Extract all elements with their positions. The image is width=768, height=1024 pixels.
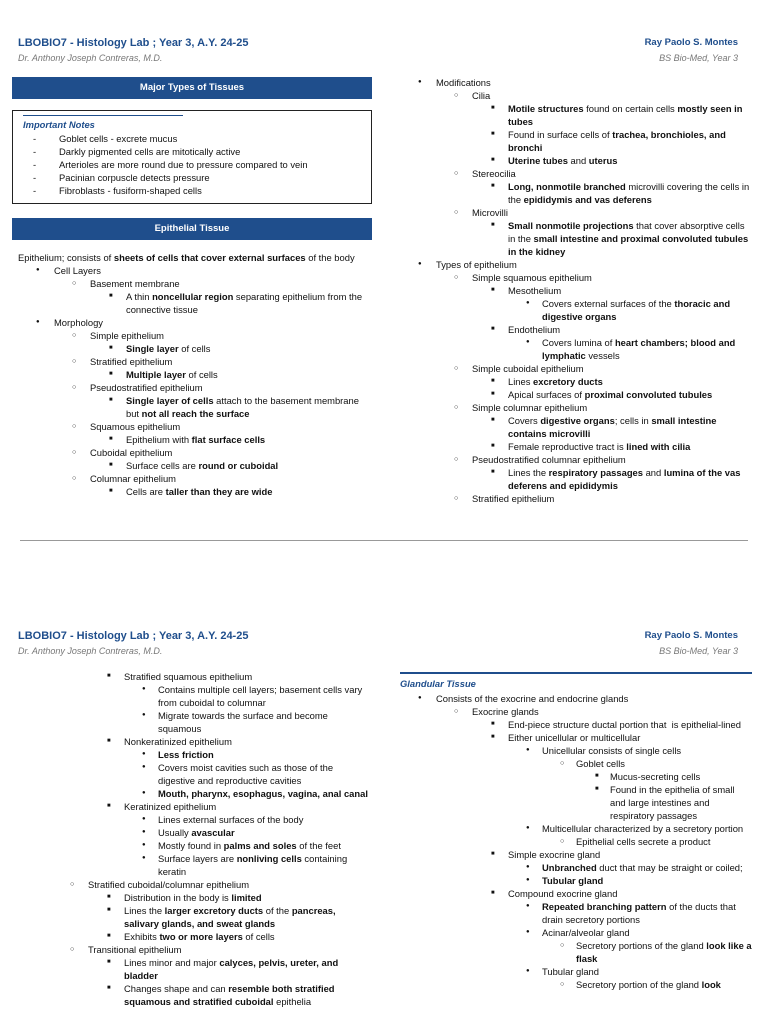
list-item: ● Contains multiple cell layers; basement cells vary from cuboidal to columnar bbox=[124, 683, 370, 709]
sub-list bbox=[88, 956, 370, 1008]
list-item: ○ Epithelial cells secrete a product bbox=[542, 835, 752, 848]
list-item: ■ End-piece structure ductal portion that is epithelial-lined bbox=[472, 718, 752, 731]
list-item: ● Migrate towards the surface and become squamous bbox=[124, 709, 370, 735]
sub-list bbox=[508, 336, 752, 362]
list-item: ● Covers external surfaces of the thoracic and digestive organs bbox=[508, 297, 752, 323]
sub-list bbox=[124, 683, 370, 735]
sub-list bbox=[542, 978, 752, 991]
sub-list bbox=[508, 900, 752, 991]
sub-list bbox=[54, 277, 372, 316]
notes-title: Important Notes bbox=[23, 115, 183, 131]
sub-list bbox=[508, 297, 752, 323]
list-item: ● Less friction bbox=[124, 748, 370, 761]
sub-list bbox=[508, 861, 752, 887]
list-item: ○ Stratified epithelium bbox=[436, 492, 752, 505]
sub-list bbox=[436, 705, 752, 991]
sub-list bbox=[472, 375, 752, 401]
list-item: ■ Single layer of cells attach to the basement membrane but not all reach the surface bbox=[90, 394, 372, 420]
list-item: ● Repeated branching pattern of the ducts that drain secretory portions bbox=[508, 900, 752, 926]
banner-major-tissues: Major Types of Tissues bbox=[12, 77, 372, 99]
note-item: - Fibroblasts - fusiform-shaped cells bbox=[23, 184, 361, 197]
list-item: ■ Apical surfaces of proximal convoluted tubules bbox=[472, 388, 752, 401]
list-item: ○ Pseudostratified columnar epithelium ■ Lines the respiratory passages and lumina of the vas deferens and epididymis bbox=[436, 453, 752, 492]
header-left bbox=[18, 629, 248, 657]
page2-right-column bbox=[400, 672, 752, 991]
list-item: ○ Microvilli ■ Small nonmotile projections that cover absorptive cells in the small intestine and proximal convoluted tubules in the kidney bbox=[436, 206, 752, 258]
list-item: ○ Columnar epithelium ■ Cells are taller than they are wide bbox=[54, 472, 372, 498]
list-item: ● Mouth, pharynx, esophagus, vagina, anal canal bbox=[124, 787, 370, 800]
sub-list bbox=[54, 329, 372, 498]
notes-list bbox=[23, 132, 361, 197]
sub-list bbox=[472, 414, 752, 453]
note-item: - Goblet cells - excrete mucus bbox=[23, 132, 361, 145]
header-right bbox=[645, 629, 738, 657]
list-item: ○ Simple columnar epithelium ■ Covers digestive organs; cells in small intestine contains microvilli ■ Female reproductive tract is lined with cilia bbox=[436, 401, 752, 453]
sub-list bbox=[508, 744, 752, 848]
stratified-list bbox=[88, 670, 370, 878]
epithelium-intro: Epithelium; consists of sheets of cells that cover external surfaces of the body bbox=[18, 252, 355, 263]
epithelium-types-list bbox=[52, 878, 370, 1008]
doc-title: LBOBIO7 - Histology Lab ; Year 3, A.Y. 24-25 bbox=[18, 37, 249, 49]
author-name: Ray Paolo S. Montes bbox=[644, 37, 738, 48]
sub-list bbox=[472, 219, 752, 258]
list-item: ■ Uterine tubes and uterus bbox=[472, 154, 752, 167]
list-item: ■ Endothelium ● Covers lumina of heart chambers; blood and lymphatic vessels bbox=[472, 323, 752, 362]
list-item: ● Usually avascular bbox=[124, 826, 370, 839]
epithelium-list bbox=[18, 264, 372, 498]
sub-list bbox=[90, 342, 372, 355]
list-item: ■ Cells are taller than they are wide bbox=[90, 485, 372, 498]
list-item: ● Types of epithelium ○ Simple squamous epithelium ■ Mesothelium ● Covers external surfaces of the thoracic and digestive organs ■ Endothelium ● Covers lumina of heart chambers; blood and lymphatic vessels ○ Simple cuboidal epithelium ■ Lines excretory ducts ■ Apical surfaces of proximal convoluted tubules ○ Simple columnar epithelium ■ Covers digestive organs; cells in small intestine contains microvilli ■ Female reproductive tract is lined with cilia ○ Pseudostratified columnar epithelium ■ Lines the respiratory passages and lumina of the vas deferens and epididymis ○ Stratified epithelium bbox=[400, 258, 752, 505]
list-item: ● Cell Layers ○ Basement membrane ■ A thin noncellular region separating epithelium from the connective tissue bbox=[18, 264, 372, 316]
list-item: ○ Simple squamous epithelium ■ Mesothelium ● Covers external surfaces of the thoracic and digestive organs ■ Endothelium ● Covers lumina of heart chambers; blood and lymphatic vessels bbox=[436, 271, 752, 362]
important-notes-box bbox=[12, 110, 372, 204]
list-item: ■ Nonkeratinized epithelium ● Less friction ● Covers moist cavities such as those of the digestive and reproductive cavities ● Mouth, pharynx, esophagus, vagina, anal canal bbox=[88, 735, 370, 800]
list-item: ■ Changes shape and can resemble both stratified squamous and stratified cuboidal epithelia bbox=[88, 982, 370, 1008]
list-item: ○ Transitional epithelium ■ Lines minor and major calyces, pelvis, ureter, and bladder ■ Changes shape and can resemble both stratified squamous and stratified cuboidal epithelia bbox=[52, 943, 370, 1008]
list-item: ○ Stratified epithelium ■ Multiple layer of cells bbox=[54, 355, 372, 381]
list-item: ○ Stratified cuboidal/columnar epithelium ■ Distribution in the body is limited ■ Lines the larger excretory ducts of the pancreas, salivary glands, and sweat glands ■ Exhibits two or more layers of cells bbox=[52, 878, 370, 943]
list-item: ■ Found in the epithelia of small and large intestines and respiratory passages bbox=[576, 783, 752, 822]
sub-list bbox=[90, 290, 372, 316]
sub-list bbox=[472, 466, 752, 492]
list-item: ● Lines external surfaces of the body bbox=[124, 813, 370, 826]
list-item: ● Covers moist cavities such as those of the digestive and reproductive cavities bbox=[124, 761, 370, 787]
sub-list bbox=[542, 757, 752, 822]
list-item: ■ Lines minor and major calyces, pelvis, ureter, and bladder bbox=[88, 956, 370, 982]
list-item: ■ Simple exocrine gland ● Unbranched duct that may be straight or coiled; ● Tubular gland bbox=[472, 848, 752, 887]
page-divider bbox=[20, 540, 748, 541]
header-left bbox=[18, 36, 248, 64]
sub-list bbox=[124, 813, 370, 878]
list-item: ■ Motile structures found on certain cells mostly seen in tubes bbox=[472, 102, 752, 128]
sub-list bbox=[436, 271, 752, 505]
list-item: ■ Found in surface cells of trachea, bronchioles, and bronchi bbox=[472, 128, 752, 154]
list-item: ■ Compound exocrine gland ● Repeated branching pattern of the ducts that drain secretory portions ● Acinar/alveolar gland ○ Secretory portions of the gland look like a flask ● Tubular gland ○ Secretory portion of the gland look bbox=[472, 887, 752, 991]
list-item: ● Modifications ○ Cilia ■ Motile structures found on certain cells mostly seen in tubes ■ Found in surface cells of trachea, bronchioles, and bronchi ■ Uterine tubes and uterus ○ Stereocilia ■ Long, nonmotile branched microvilli covering the cells in the epididymis and vas deferens ○ Microvilli ■ Small nonmotile projections that cover absorptive cells in the small intestine and proximal convoluted tubules in the kidney bbox=[400, 76, 752, 258]
sub-list bbox=[472, 180, 752, 206]
list-item: ■ Covers digestive organs; cells in small intestine contains microvilli bbox=[472, 414, 752, 440]
list-item: ○ Secretory portions of the gland look like a flask bbox=[542, 939, 752, 965]
list-item: ■ Small nonmotile projections that cover absorptive cells in the small intestine and proximal convoluted tubules in the kidney bbox=[472, 219, 752, 258]
sub-list bbox=[472, 102, 752, 167]
sub-list bbox=[90, 485, 372, 498]
list-item: ○ Exocrine glands ■ End-piece structure ductal portion that is epithelial-lined ■ Either unicellular or multicellular ● Unicellular consists of single cells ○ Goblet cells ■ Mucus-secreting cells ■ Found in the epithelia of small and large intestines and respiratory passages ● Multicellular characterized by a secretory portion ○ Epithelial cells secrete a product ■ Simple exocrine gland ● Unbranched duct that may be straight or coiled; ● Tubular gland ■ Compound exocrine gland ● Repeated branching pattern of the ducts that drain secretory portions ● Acinar/alveolar gland ○ Secretory portions of the gland look like a flask ● Tubular gland ○ Secretory portion of the gland look bbox=[436, 705, 752, 991]
list-item: ● Multicellular characterized by a secretory portion ○ Epithelial cells secrete a product bbox=[508, 822, 752, 848]
page2-left-column bbox=[70, 670, 370, 1008]
list-item: ■ Mucus-secreting cells bbox=[576, 770, 752, 783]
list-item: ○ Simple epithelium ■ Single layer of cells bbox=[54, 329, 372, 355]
sub-list bbox=[436, 89, 752, 258]
list-item: ○ Goblet cells ■ Mucus-secreting cells ■ Found in the epithelia of small and large intestines and respiratory passages bbox=[542, 757, 752, 822]
list-item: ■ Long, nonmotile branched microvilli covering the cells in the epididymis and vas deferens bbox=[472, 180, 752, 206]
list-item: ○ Basement membrane ■ A thin noncellular region separating epithelium from the connective tissue bbox=[54, 277, 372, 316]
list-item: ■ Female reproductive tract is lined with cilia bbox=[472, 440, 752, 453]
list-item: ● Consists of the exocrine and endocrine glands ○ Exocrine glands ■ End-piece structure ductal portion that is epithelial-lined ■ Either unicellular or multicellular ● Unicellular consists of single cells ○ Goblet cells ■ Mucus-secreting cells ■ Found in the epithelia of small and large intestines and respiratory passages ● Multicellular characterized by a secretory portion ○ Epithelial cells secrete a product ■ Simple exocrine gland ● Unbranched duct that may be straight or coiled; ● Tubular gland ■ Compound exocrine gland ● Repeated branching pattern of the ducts that drain secretory portions ● Acinar/alveolar gland ○ Secretory portions of the gland look like a flask ● Tubular gland ○ Secretory portion of the gland look bbox=[400, 692, 752, 991]
modifications-list bbox=[400, 76, 752, 505]
sub-list bbox=[90, 394, 372, 420]
list-item: ● Mostly found in palms and soles of the feet bbox=[124, 839, 370, 852]
list-item: ■ Lines the respiratory passages and lumina of the vas deferens and epididymis bbox=[472, 466, 752, 492]
list-item: ● Surface layers are nonliving cells containing keratin bbox=[124, 852, 370, 878]
list-item: ● Covers lumina of heart chambers; blood and lymphatic vessels bbox=[508, 336, 752, 362]
list-item: ■ Surface cells are round or cuboidal bbox=[90, 459, 372, 472]
sub-list bbox=[576, 770, 752, 822]
sub-list bbox=[88, 891, 370, 943]
list-item: ○ Simple cuboidal epithelium ■ Lines excretory ducts ■ Apical surfaces of proximal convoluted tubules bbox=[436, 362, 752, 401]
list-item: ■ Keratinized epithelium ● Lines external surfaces of the body ● Usually avascular ● Mostly found in palms and soles of the feet ● Surface layers are nonliving cells containing keratin bbox=[88, 800, 370, 878]
list-item: ● Tubular gland bbox=[508, 874, 752, 887]
sub-list bbox=[124, 748, 370, 800]
list-item: ● Acinar/alveolar gland ○ Secretory portions of the gland look like a flask bbox=[508, 926, 752, 965]
epithelium-section bbox=[12, 251, 372, 498]
list-item: ○ Secretory portion of the gland look bbox=[542, 978, 752, 991]
sub-list bbox=[472, 718, 752, 991]
list-item: ○ Squamous epithelium ■ Epithelium with flat surface cells bbox=[54, 420, 372, 446]
list-item: ○ Pseudostratified epithelium ■ Single layer of cells attach to the basement membrane but not all reach the surface bbox=[54, 381, 372, 420]
list-item: ■ Distribution in the body is limited bbox=[88, 891, 370, 904]
sub-list bbox=[90, 433, 372, 446]
sub-list bbox=[542, 835, 752, 848]
list-item: ○ Stereocilia ■ Long, nonmotile branched microvilli covering the cells in the epididymis and vas deferens bbox=[436, 167, 752, 206]
list-item: ■ A thin noncellular region separating epithelium from the connective tissue bbox=[90, 290, 372, 316]
course-name: BS Bio-Med, Year 3 bbox=[659, 646, 738, 656]
sub-list bbox=[472, 284, 752, 362]
list-item: ● Morphology ○ Simple epithelium ■ Single layer of cells ○ Stratified epithelium ■ Multiple layer of cells ○ Pseudostratified epithelium ■ Single layer of cells attach to the basement membrane but not all reach the surface ○ Squamous epithelium ■ Epithelium with flat surface cells ○ Cuboidal epithelium ■ Surface cells are round or cuboidal ○ Columnar epithelium ■ Cells are taller than they are wide bbox=[18, 316, 372, 498]
list-item: ● Unicellular consists of single cells ○ Goblet cells ■ Mucus-secreting cells ■ Found in the epithelia of small and large intestines and respiratory passages bbox=[508, 744, 752, 822]
list-item: ● Unbranched duct that may be straight or coiled; bbox=[508, 861, 752, 874]
page1-left-column bbox=[12, 77, 372, 498]
glandular-list bbox=[400, 692, 752, 991]
list-item: ■ Lines excretory ducts bbox=[472, 375, 752, 388]
author-name: Ray Paolo S. Montes bbox=[644, 630, 738, 641]
list-item: ○ Cilia ■ Motile structures found on certain cells mostly seen in tubes ■ Found in surface cells of trachea, bronchioles, and bronchi ■ Uterine tubes and uterus bbox=[436, 89, 752, 167]
list-item: ■ Exhibits two or more layers of cells bbox=[88, 930, 370, 943]
list-item: ■ Either unicellular or multicellular ● Unicellular consists of single cells ○ Goblet cells ■ Mucus-secreting cells ■ Found in the epithelia of small and large intestines and respiratory passages ● Multicellular characterized by a secretory portion ○ Epithelial cells secrete a product bbox=[472, 731, 752, 848]
list-item: ○ Cuboidal epithelium ■ Surface cells are round or cuboidal bbox=[54, 446, 372, 472]
sub-list bbox=[90, 368, 372, 381]
list-item: ■ Lines the larger excretory ducts of the pancreas, salivary glands, and sweat glands bbox=[88, 904, 370, 930]
doc-title: LBOBIO7 - Histology Lab ; Year 3, A.Y. 24-25 bbox=[18, 630, 249, 642]
sub-list bbox=[90, 459, 372, 472]
header-right bbox=[645, 36, 738, 64]
instructor-name: Dr. Anthony Joseph Contreras, M.D. bbox=[18, 646, 163, 656]
list-item: ■ Stratified squamous epithelium ● Contains multiple cell layers; basement cells vary from cuboidal to columnar ● Migrate towards the surface and become squamous bbox=[88, 670, 370, 735]
list-item: ■ Multiple layer of cells bbox=[90, 368, 372, 381]
list-item: ● Tubular gland ○ Secretory portion of the gland look bbox=[508, 965, 752, 991]
instructor-name: Dr. Anthony Joseph Contreras, M.D. bbox=[18, 53, 163, 63]
list-item: ■ Mesothelium ● Covers external surfaces of the thoracic and digestive organs bbox=[472, 284, 752, 323]
course-name: BS Bio-Med, Year 3 bbox=[659, 53, 738, 63]
list-item: ■ Single layer of cells bbox=[90, 342, 372, 355]
glandular-tissue-title: Glandular Tissue bbox=[400, 672, 752, 690]
note-item: - Darkly pigmented cells are mitotically active bbox=[23, 145, 361, 158]
page1-right-column bbox=[400, 76, 752, 505]
note-item: - Arterioles are more round due to pressure compared to vein bbox=[23, 158, 361, 171]
list-item: ■ Epithelium with flat surface cells bbox=[90, 433, 372, 446]
banner-epithelial-tissue: Epithelial Tissue bbox=[12, 218, 372, 240]
note-item: - Pacinian corpuscle detects pressure bbox=[23, 171, 361, 184]
sub-list bbox=[542, 939, 752, 965]
